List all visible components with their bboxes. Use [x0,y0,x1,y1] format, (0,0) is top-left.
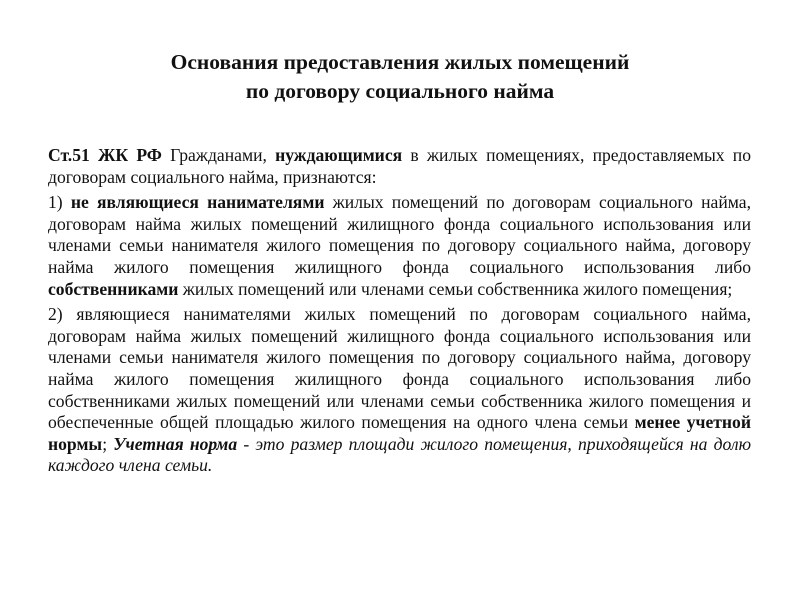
title-line-1: Основания предоставления жилых помещений [170,50,630,74]
item-1-number: 1) [48,192,71,213]
item-1-paragraph [48,192,751,300]
intro-bold-term: нуждающимися [275,145,403,165]
article-reference: Ст.51 ЖК РФ [48,145,162,165]
intro-text-2: в жилых помещениях, предоставляемых по договорам социального найма, признаются: [48,145,751,187]
item-2-paragraph [48,304,751,477]
intro-text-1: Гражданами, [161,145,276,165]
item-1-text-1: жилых помещений по договорам социального найма, договорам найма жилых помещений жилищного фонда социального использования или членами семьи нанимателя жилого помещения по договору социального найма, договору найма жилого помещения жилищного фонда социального использования либо [48,192,751,277]
slide-title [0,48,800,106]
item-2-text-2: ; [102,433,114,454]
title-line-2: по договору социального найма [245,79,555,103]
slide-body [48,145,751,477]
item-2-definition-term: Учетная норма [113,433,238,454]
item-1-text-2: жилых помещений или членами семьи собственника жилого помещения; [178,278,733,299]
item-2-text-1: 2) являющиеся нанимателями жилых помещений по договорам социального найма, договорам найма жилых помещений жилищного фонда социального использования или членами семьи нанимателя жилого помещения по договору социального найма, договору найма жилого помещения жилищного фонда социального использования либо собственниками жилых помещений или членами семьи собственника жилого помещения и обеспеченные общей площадью жилого помещения на одного члена семьи [48,304,751,433]
intro-paragraph [48,145,751,188]
item-1-bold-term: не являющиеся нанимателями [70,192,325,213]
item-2-bold-norm: менее учетной нормы [48,412,751,454]
item-1-bold-owners: собственниками [48,278,179,299]
item-2-definition-text: - это размер площади жилого помещения, приходящейся на долю каждого члена семьи. [48,433,751,476]
